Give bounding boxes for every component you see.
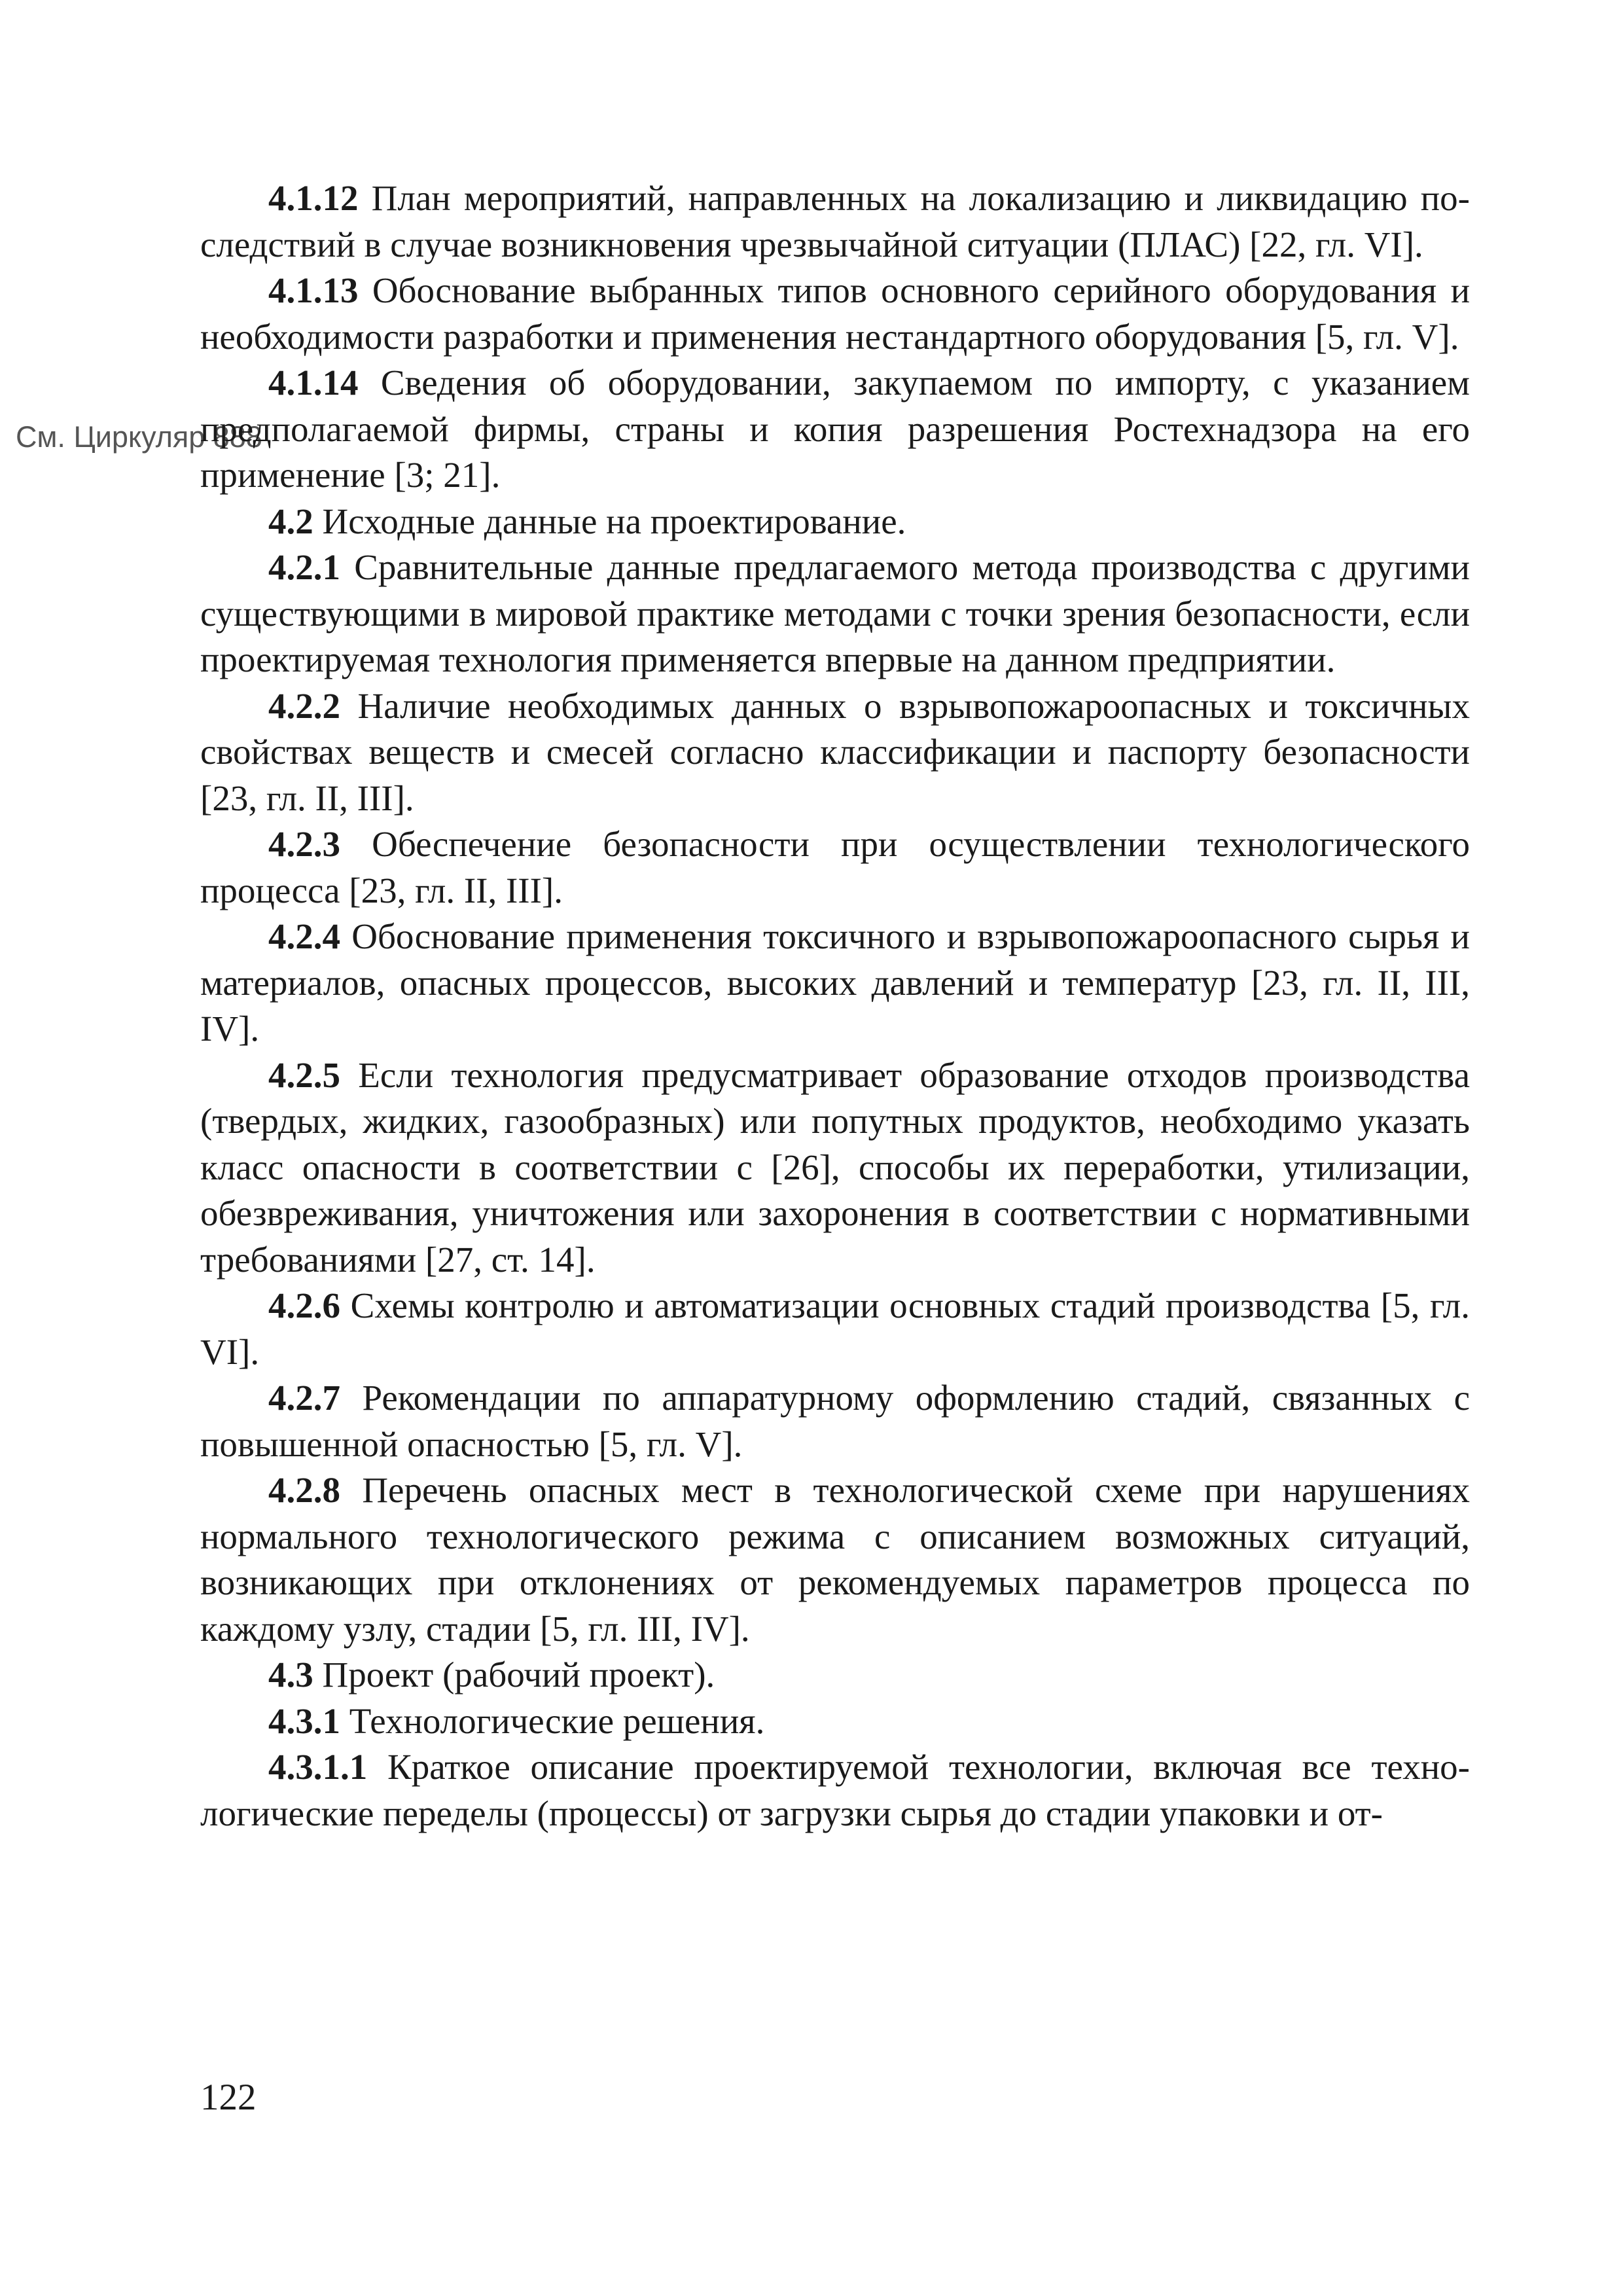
section-number: 4.2.8 bbox=[268, 1470, 340, 1510]
paragraph-4-2-3 bbox=[200, 821, 1470, 914]
section-number: 4.2.7 bbox=[268, 1378, 340, 1418]
paragraph-4-2 bbox=[200, 499, 1470, 545]
paragraph-4-3 bbox=[200, 1652, 1470, 1698]
section-number: 4.2.6 bbox=[268, 1285, 340, 1325]
section-number: 4.1.14 bbox=[268, 363, 359, 403]
paragraph-text: Если технология предусматривает образование отходов производства (твердых, жидких, газообразных) или попутных продуктов, необходимо указать класс опасности в соответствии с [26], способы их переработки, утилизации, обезвреживания, уничтожения или захоронения в соответствии с нормативными требованиями [27, ст. 14]. bbox=[200, 1054, 1470, 1280]
paragraph-4-3-1-1 bbox=[200, 1744, 1470, 1837]
paragraph-text: План мероприятий, направленных на локализацию и ликвидацию последствий в случае возникновения чрезвычайной ситуации (ПЛАС) [22, гл. VI]. bbox=[200, 178, 1470, 264]
section-number: 4.2.3 bbox=[268, 824, 340, 864]
paragraph-text: Обеспечение безопасности при осуществлении технологического процесса [23, гл. II, III]. bbox=[200, 824, 1470, 910]
section-number: 4.2.4 bbox=[268, 916, 340, 956]
paragraph-text: Исходные данные на проектирование. bbox=[313, 501, 906, 541]
section-number: 4.3.1.1 bbox=[268, 1747, 368, 1787]
paragraph-4-2-5 bbox=[200, 1052, 1470, 1283]
margin-note: См. Циркуляр 888 bbox=[16, 420, 262, 454]
section-number: 4.3 bbox=[268, 1655, 313, 1695]
paragraph-4-2-7 bbox=[200, 1375, 1470, 1467]
paragraph-4-1-14 bbox=[200, 360, 1470, 499]
section-number: 4.2 bbox=[268, 501, 313, 541]
section-number: 4.1.12 bbox=[268, 178, 359, 218]
paragraph-text: Схемы контролю и автоматизации основных стадий производства [5, гл. VI]. bbox=[200, 1285, 1470, 1372]
paragraph-4-2-1 bbox=[200, 545, 1470, 683]
paragraph-4-1-13 bbox=[200, 268, 1470, 360]
paragraph-4-1-12 bbox=[200, 175, 1470, 268]
paragraph-text: Сведения об оборудовании, закупаемом по импорту, с указанием предполагаемой фирмы, страны и копия разрешения Ростехнадзора на его применение [3; 21]. bbox=[200, 363, 1470, 495]
section-number: 4.1.13 bbox=[268, 270, 359, 310]
body-text bbox=[200, 175, 1470, 1837]
section-number: 4.2.5 bbox=[268, 1054, 340, 1095]
paragraph-text: Рекомендации по аппаратурному оформлению стадий, связанных с повышенной опасностью [5, гл. V]. bbox=[200, 1378, 1470, 1464]
paragraph-text: Краткое описание проектируемой технологии, включая все технологические переделы (процессы) от загрузки сырья до стадии упаковки и от- bbox=[200, 1747, 1470, 1833]
paragraph-text: Обоснование выбранных типов основного серийного оборудования и необходимости разработки и применения нестандартного оборудования [5, гл. V]. bbox=[200, 270, 1470, 357]
paragraph-4-3-1 bbox=[200, 1698, 1470, 1745]
paragraph-4-2-4 bbox=[200, 914, 1470, 1052]
paragraph-text: Сравнительные данные предлагаемого метода производства с другими существующими в мировой практике методами с точки зрения безопасности, если проектируемая технология применяется впервые на данном предприятии. bbox=[200, 547, 1470, 679]
paragraph-text: Перечень опасных мест в технологической схеме при нарушениях нормального технологического режима с описанием возможных ситуаций, возникающих при отклонениях от рекомендуемых параметров процесса по каждому узлу, стадии [5, гл. III, IV]. bbox=[200, 1470, 1470, 1649]
section-number: 4.3.1 bbox=[268, 1700, 340, 1741]
paragraph-4-2-2 bbox=[200, 683, 1470, 822]
paragraph-4-2-8 bbox=[200, 1467, 1470, 1652]
paragraph-text: Проект (рабочий проект). bbox=[313, 1655, 715, 1695]
paragraph-text: Обоснование применения токсичного и взрывопожароопасного сырья и материалов, опасных процессов, высоких давлений и температур [23, гл. II, III, IV]. bbox=[200, 916, 1470, 1049]
paragraph-4-2-6 bbox=[200, 1283, 1470, 1375]
paragraph-text: Наличие необходимых данных о взрывопожароопасных и токсичных свойствах веществ и смесей согласно классификации и паспорту безопасности [23, гл. II, III]. bbox=[200, 685, 1470, 818]
paragraph-text: Технологические решения. bbox=[340, 1700, 765, 1741]
section-number: 4.2.1 bbox=[268, 547, 340, 587]
page-number: 122 bbox=[200, 2077, 257, 2118]
section-number: 4.2.2 bbox=[268, 685, 340, 726]
